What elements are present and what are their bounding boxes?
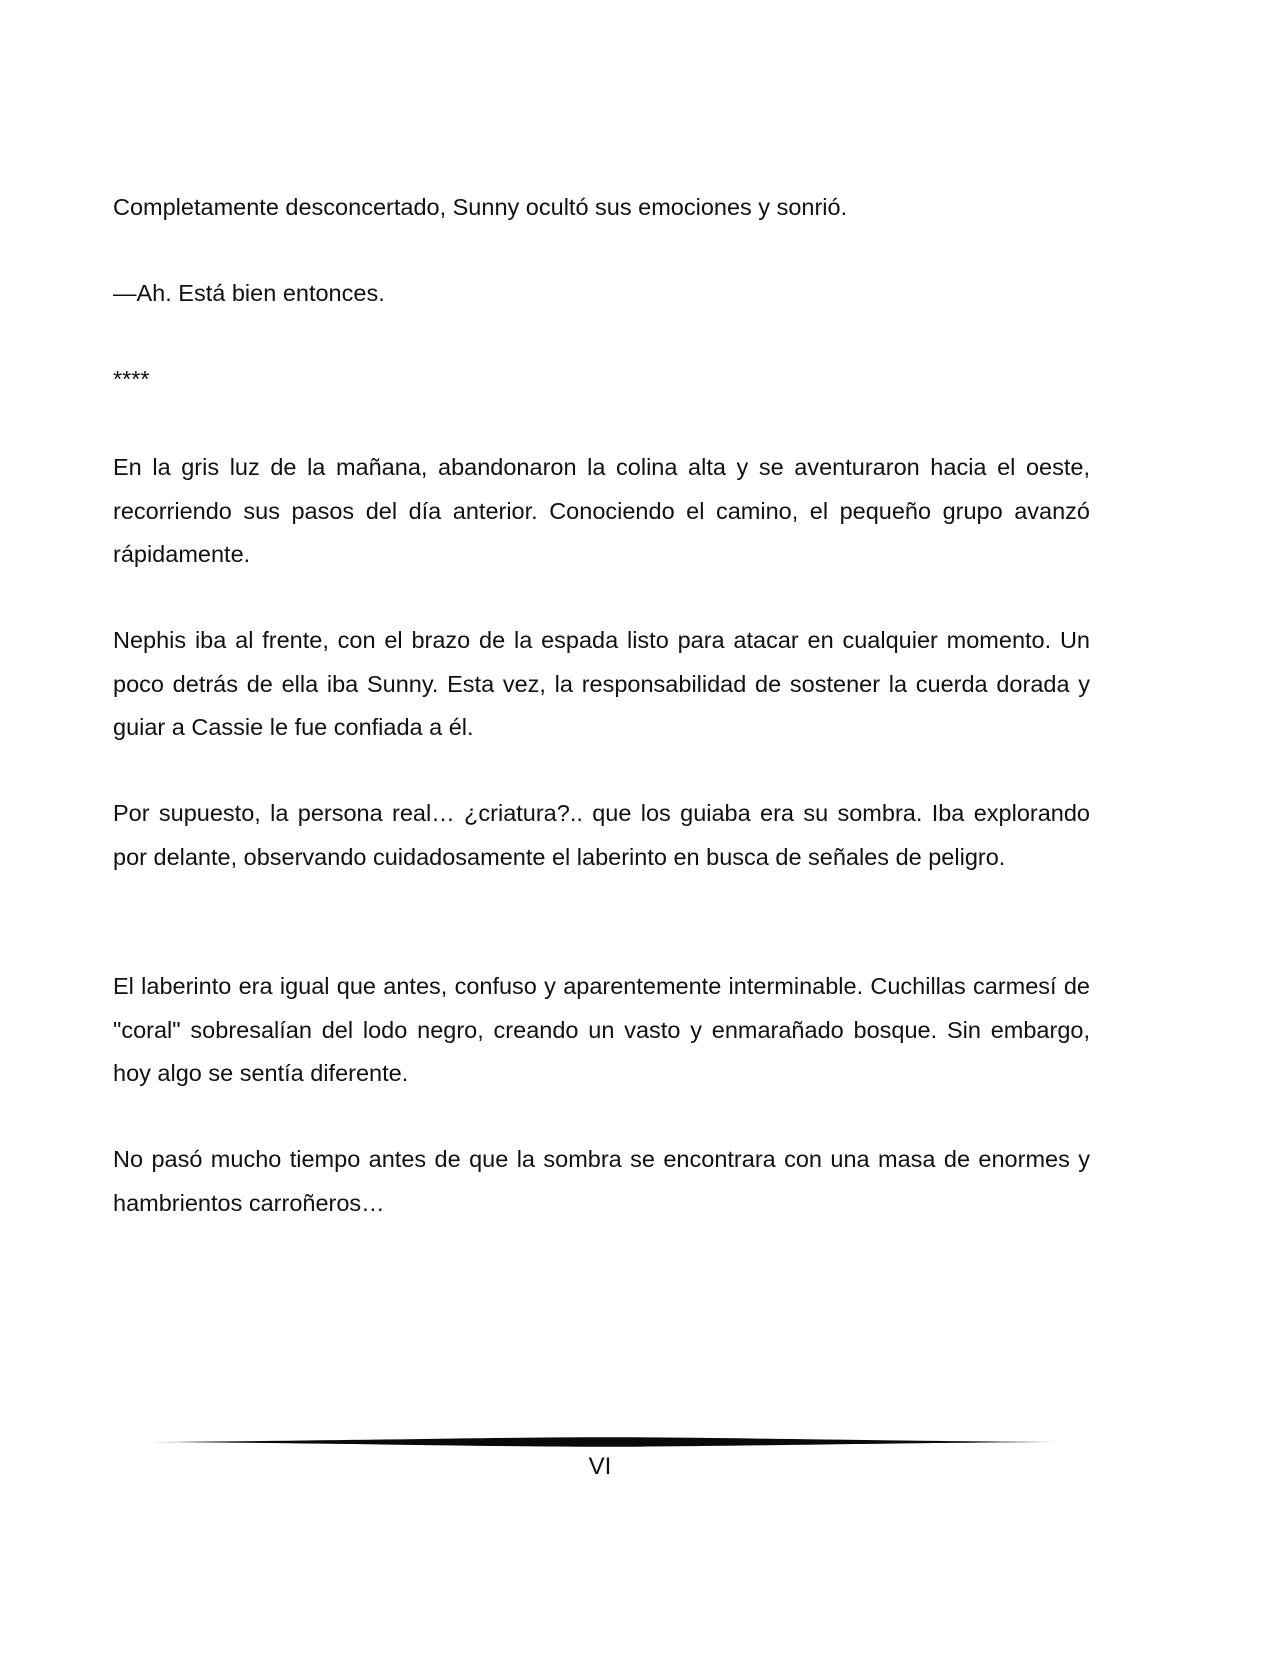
- paragraph-4: Nephis iba al frente, con el brazo de la espada listo para atacar en cualquier momento. Un poco detrás de ella iba Sunny. Esta vez, la responsabilidad de sostener la cuerda dorada y guiar a Cassie le fue confiada a él.: [113, 627, 1090, 740]
- paragraph-6: El laberinto era igual que antes, confuso y aparentemente interminable. Cuchillas carmesí de "coral" sobresalían del lodo negro, creando un vasto y enmarañado bosque. Sin embargo, hoy algo se sentía diferente.: [113, 973, 1090, 1086]
- paragraph-3: En la gris luz de la mañana, abandonaron la colina alta y se aventuraron hacia el oeste, recorriendo sus pasos del día anterior. Conociendo el camino, el pequeño grupo avanzó rápidamente.: [113, 454, 1090, 567]
- page-number: VI: [588, 1453, 612, 1480]
- paragraph-1: Completamente desconcertado, Sunny ocultó sus emociones y sonrió.: [113, 194, 848, 220]
- section-separator: ****: [113, 366, 150, 392]
- paragraph-7: No pasó mucho tiempo antes de que la sombra se encontrara con una masa de enormes y hambrientos carroñeros…: [113, 1146, 1090, 1216]
- footer-divider: [152, 1436, 1054, 1448]
- paragraph-2: —Ah. Está bien entonces.: [113, 280, 385, 306]
- paragraph-5: Por supuesto, la persona real… ¿criatura?.. que los guiaba era su sombra. Iba explorando por delante, observando cuidadosamente el laberinto en busca de señales de peligro.: [113, 800, 1090, 870]
